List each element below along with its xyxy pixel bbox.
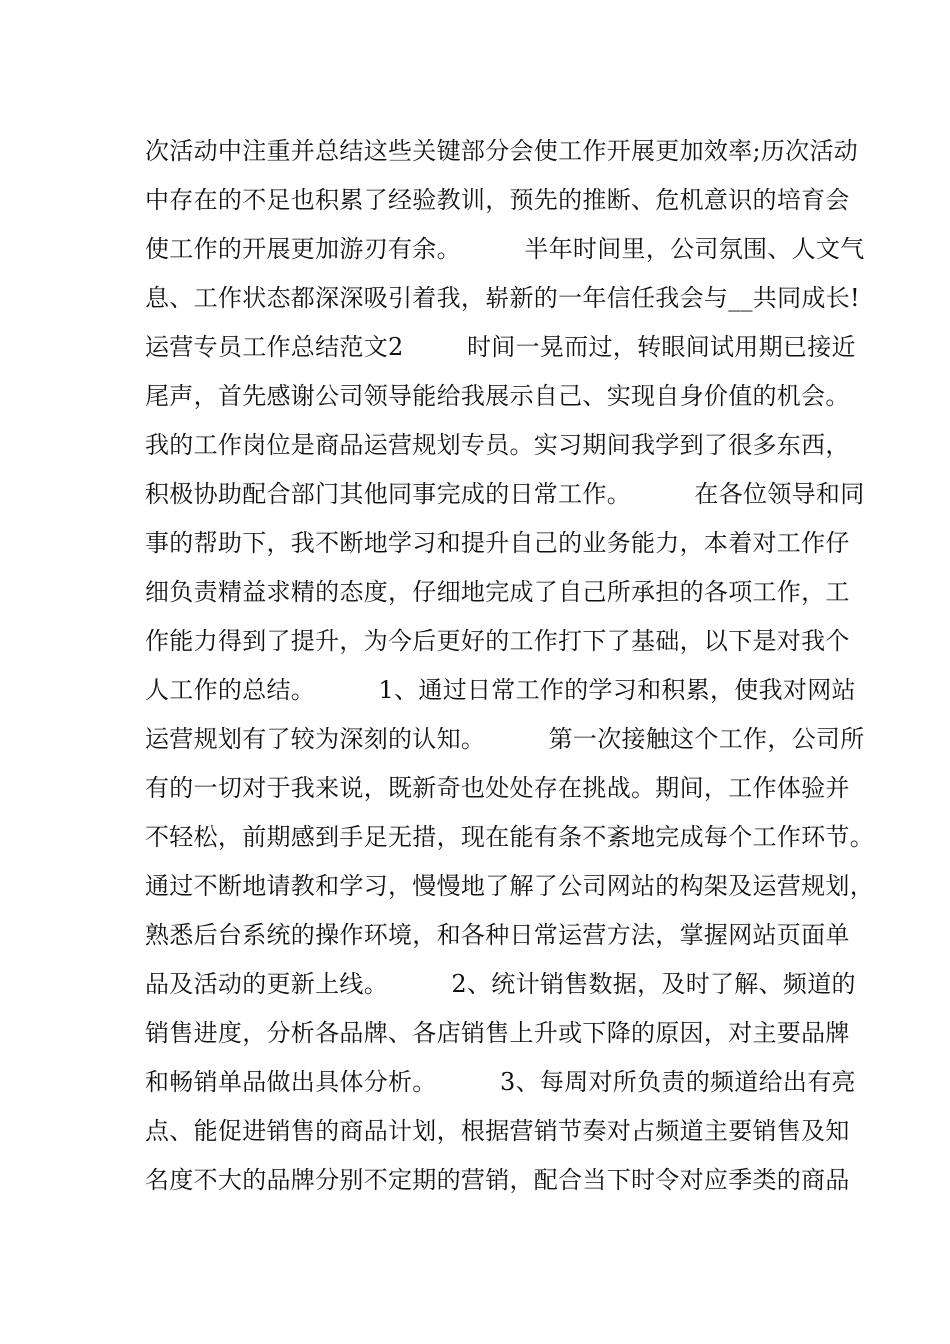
text-line: 点、能促进销售的商品计划，根据营销节奏对占频道主要销售及知	[145, 1117, 850, 1145]
text-line: 使工作的开展更加游刃有余。 半年时间里，公司氛围、人文气	[145, 235, 865, 263]
text-line: 息、工作状态都深深吸引着我，崭新的一年信任我会与__共同成长!	[145, 284, 860, 312]
text-line: 品及活动的更新上线。 2、统计销售数据，及时了解、频道的	[145, 970, 856, 998]
text-line: 运营规划有了较为深刻的认知。 第一次接触这个工作，公司所	[145, 725, 865, 753]
text-line: 事的帮助下，我不断地学习和提升自己的业务能力，本着对工作仔	[145, 529, 850, 557]
text-line: 作能力得到了提升，为今后更好的工作打下了基础，以下是对我个	[145, 627, 850, 655]
text-line: 销售进度，分析各品牌、各店销售上升或下降的原因，对主要品牌	[145, 1019, 850, 1047]
text-line: 熟悉后台系统的操作环境，和各种日常运营方法，掌握网站页面单	[145, 921, 850, 949]
text-line: 细负责精益求精的态度，仔细地完成了自己所承担的各项工作，工	[145, 578, 850, 606]
text-line: 次活动中注重并总结这些关键部分会使工作开展更加效率;历次活动	[145, 137, 859, 165]
text-line: 通过不断地请教和学习，慢慢地了解了公司网站的构架及运营规划，	[145, 872, 874, 900]
text-line: 人工作的总结。 1、通过日常工作的学习和积累，使我对网站	[145, 676, 856, 704]
document-body	[145, 127, 874, 1205]
text-line: 中存在的不足也积累了经验教训，预先的推断、危机意识的培育会	[145, 186, 850, 214]
text-line: 名度不大的品牌分别不定期的营销，配合当下时令对应季类的商品	[145, 1166, 850, 1194]
text-line: 和畅销单品做出具体分析。 3、每周对所负责的频道给出有亮	[145, 1068, 856, 1096]
text-line: 积极协助配合部门其他同事完成的日常工作。 在各位领导和同	[145, 480, 865, 508]
text-line: 尾声，首先感谢公司领导能给我展示自己、实现自身价值的机会。	[145, 382, 850, 410]
text-line: 不轻松，前期感到手足无措，现在能有条不紊地完成每个工作环节。	[145, 823, 874, 851]
text-line: 我的工作岗位是商品运营规划专员。实习期间我学到了很多东西，	[145, 431, 850, 459]
text-line: 运营专员工作总结范文2 时间一晃而过，转眼间试用期已接近	[145, 333, 856, 361]
text-line: 有的一切对于我来说，既新奇也处处存在挑战。期间，工作体验并	[145, 774, 850, 802]
